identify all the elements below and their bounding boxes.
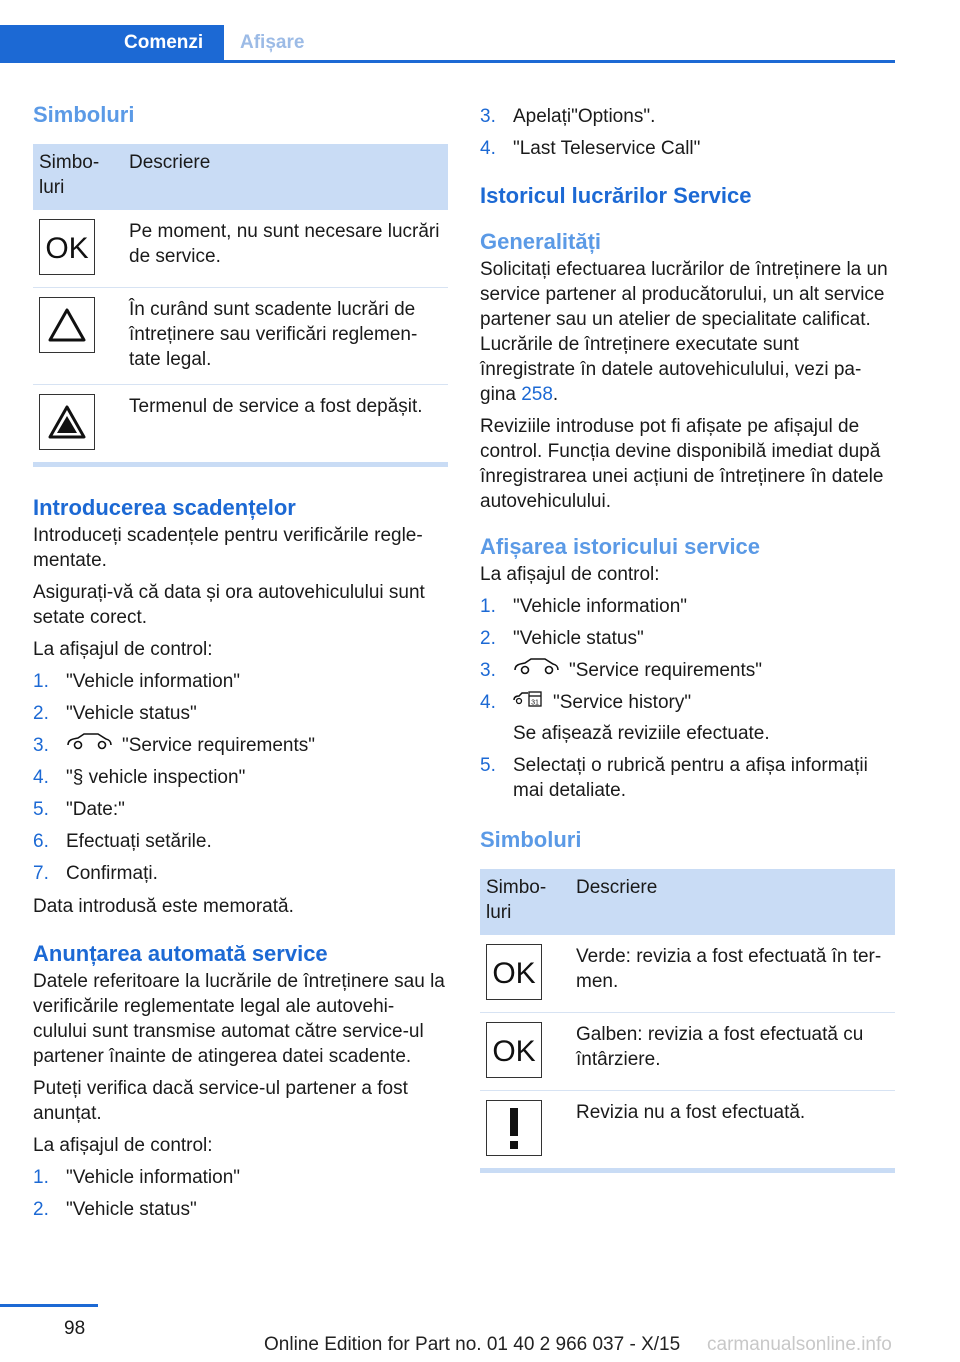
display-heading: Afișarea istoricului service bbox=[480, 534, 761, 559]
list-item: 3. "Service requirements" bbox=[480, 658, 895, 683]
auto-steps bbox=[33, 1165, 448, 1222]
display-steps bbox=[480, 594, 895, 803]
list-item: 1. "Vehicle information" bbox=[33, 671, 241, 692]
row-description: Pe moment, nu sunt necesare lucrări de service. bbox=[123, 210, 448, 288]
paragraph: Puteți verifica dacă service-ul partener a fost anunțat. bbox=[33, 1078, 408, 1124]
auto-heading: Anunțarea automată service bbox=[33, 941, 328, 966]
tab-afisare[interactable]: Afișare bbox=[240, 32, 305, 53]
table-row bbox=[480, 1013, 895, 1091]
warning-triangle-icon bbox=[39, 297, 95, 353]
ok-icon bbox=[486, 944, 542, 1000]
paragraph: Solicitați efectuarea lucrărilor de întreținere la un service partener al producătorului, un alt service partener sau un atelier de specialitate calificat. Lucrările de întreținere executate sunt înregistrate în datele autovehiculului, vezi pa-gina 258. bbox=[480, 259, 888, 405]
list-item: 4. 31 "Service history" Se afișează reviziile efectuate. bbox=[480, 690, 895, 746]
paragraph: Introduceți scadențele pentru verificările regle-mentate. bbox=[33, 525, 423, 571]
ok-icon bbox=[486, 1022, 542, 1078]
svg-text:OK: OK bbox=[492, 1035, 536, 1066]
symbols-table-2 bbox=[480, 869, 895, 1168]
symbols-heading: Simboluri bbox=[33, 102, 135, 127]
table-row bbox=[33, 385, 448, 463]
paragraph: La afișajul de control: bbox=[480, 564, 660, 585]
list-item: 6. Efectuați setările. bbox=[33, 831, 212, 852]
svg-text:OK: OK bbox=[45, 232, 89, 263]
table-row bbox=[33, 288, 448, 385]
list-item: 7. Confirmați. bbox=[33, 863, 158, 884]
list-item: 4. "§ vehicle inspection" bbox=[33, 767, 246, 788]
row-description: În curând sunt scadente lucrări de întreținere sau verificări reglemen-tate legal. bbox=[123, 288, 448, 385]
list-item: 2. "Vehicle status" bbox=[480, 628, 644, 649]
step-note: Se afișează reviziile efectuate. bbox=[513, 723, 770, 744]
list-item: 4. "Last Teleservice Call" bbox=[480, 138, 701, 159]
tab-comenzi[interactable]: Comenzi bbox=[0, 25, 224, 60]
svg-text:31: 31 bbox=[531, 699, 539, 707]
list-item: 2. "Vehicle status" bbox=[33, 703, 197, 724]
header-tabs bbox=[0, 25, 895, 63]
table-header-row bbox=[480, 869, 895, 935]
intro-steps bbox=[33, 669, 448, 886]
col-header-description: Descriere bbox=[570, 869, 895, 935]
svg-text:OK: OK bbox=[492, 957, 536, 988]
list-item: 3. Apelați"Options". bbox=[480, 106, 656, 127]
list-item: 2. "Vehicle status" bbox=[33, 1199, 197, 1220]
row-description: Verde: revizia a fost efectuată în ter-men. bbox=[570, 935, 895, 1013]
history-heading: Istoricul lucrărilor Service bbox=[480, 183, 752, 208]
list-item: 1. "Vehicle information" bbox=[480, 596, 688, 617]
row-description: Termenul de service a fost depășit. bbox=[129, 396, 423, 417]
list-item: 1. "Vehicle information" bbox=[33, 1167, 241, 1188]
symbols-table-1 bbox=[33, 144, 448, 462]
col-header-description: Descriere bbox=[123, 144, 448, 210]
row-description: Galben: revizia a fost efectuată cu întârziere. bbox=[570, 1013, 895, 1091]
car-service-icon bbox=[513, 657, 559, 682]
watermark: carmanualsonline.info bbox=[707, 1334, 892, 1355]
car-service-icon bbox=[66, 732, 112, 757]
intro-heading: Introducerea scadențelor bbox=[33, 495, 296, 520]
symbols-heading-2: Simboluri bbox=[480, 827, 582, 852]
paragraph: Datele referitoare la lucrările de întreținere sau la verificările reglementate legal ale autovehi-culului sunt transmise automat către service-ul partener înainte de atingerea datei scadente. bbox=[33, 971, 445, 1067]
service-history-icon bbox=[513, 688, 543, 715]
table-row bbox=[480, 1091, 895, 1169]
table-row bbox=[33, 210, 448, 288]
exclamation-icon bbox=[486, 1100, 542, 1156]
paragraph: Data introdusă este memorată. bbox=[33, 896, 294, 917]
paragraph: La afișajul de control: bbox=[33, 1135, 213, 1156]
continued-steps bbox=[480, 104, 895, 161]
table-row bbox=[480, 935, 895, 1013]
ok-icon bbox=[39, 219, 95, 275]
page-number: 98 bbox=[64, 1318, 86, 1339]
col-header-symbols: Simbo- luri bbox=[480, 869, 570, 935]
table-end-bar bbox=[33, 462, 448, 467]
col-header-symbols: Simbo- luri bbox=[33, 144, 123, 210]
paragraph: Asigurați-vă că data și ora autovehiculului sunt setate corect. bbox=[33, 582, 425, 628]
left-column bbox=[33, 100, 448, 1230]
general-heading: Generalități bbox=[480, 229, 602, 254]
paragraph: Reviziile introduse pot fi afișate pe afișajul de control. Funcția devine disponibilă imediat după înregistrarea unei acțiuni de întreținere în datele autovehiculului. bbox=[480, 416, 884, 512]
table-end-bar bbox=[480, 1168, 895, 1173]
list-item: 5. "Date:" bbox=[33, 799, 125, 820]
paragraph: La afișajul de control: bbox=[33, 639, 213, 660]
footer-accent-line bbox=[0, 1304, 98, 1307]
right-column bbox=[480, 100, 895, 1173]
warning-triangle-filled-icon bbox=[39, 394, 95, 450]
list-item: 3. "Service requirements" bbox=[33, 733, 448, 758]
page-link-258[interactable]: 258 bbox=[521, 384, 553, 405]
row-description: Revizia nu a fost efectuată. bbox=[576, 1102, 806, 1123]
list-item: 5. Selectați o rubrică pentru a afișa informații mai detaliate. bbox=[480, 755, 868, 801]
edition-info: Online Edition for Part no. 01 40 2 966 037 - X/15 bbox=[264, 1334, 681, 1355]
table-header-row bbox=[33, 144, 448, 210]
